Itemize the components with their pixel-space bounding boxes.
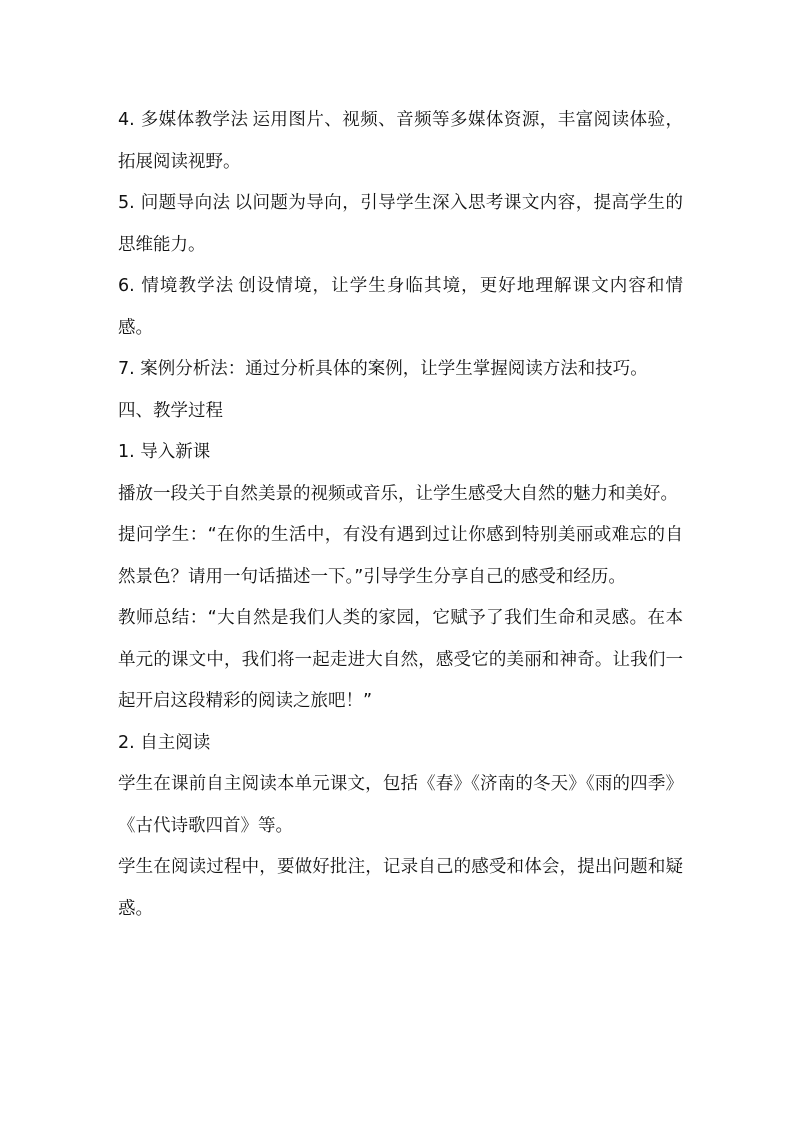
document-body <box>118 100 683 930</box>
paragraph-play-video: 播放一段关于自然美景的视频或音乐，让学生感受大自然的魅力和美好。 <box>118 483 678 504</box>
method-description: 创设情境，让学生身临其境，更好地理解课文内容和情感。 <box>118 276 684 338</box>
method-label: 6. 情境教学法 <box>118 276 235 296</box>
paragraph-method-6 <box>118 266 683 349</box>
method-label: 5. 问题导向法 <box>118 193 231 213</box>
method-label: 4. 多媒体教学法 <box>118 110 249 130</box>
subheading-independent-reading: 2. 自主阅读 <box>118 732 211 753</box>
paragraph-method-5 <box>118 183 683 266</box>
subheading-introduce-lesson: 1. 导入新课 <box>118 442 211 462</box>
paragraph-ask-students: 提问学生：“在你的生活中，有没有遇到过让你感到特别美丽或难忘的自然景色？请用一句话描述一下。”引导学生分享自己的感受和经历。 <box>118 525 683 587</box>
method-description: 运用图片、视频、音频等多媒体资源，丰富阅读体验，拓展阅读视野。 <box>118 110 683 172</box>
paragraph-method-7: 7. 案例分析法：通过分析具体的案例，让学生掌握阅读方法和技巧。 <box>118 359 648 379</box>
paragraph-teacher-summary: 教师总结：“大自然是我们人类的家园，它赋予了我们生命和灵感。在本单元的课文中，我们将一起走进大自然，感受它的美丽和神奇。让我们一起开启这段精彩的阅读之旅吧！” <box>118 608 683 711</box>
section-heading-teaching-process: 四、教学过程 <box>118 400 223 421</box>
paragraph-annotation: 学生在阅读过程中，要做好批注，记录自己的感受和体会，提出问题和疑惑。 <box>118 857 683 919</box>
method-description: 以问题为导向，引导学生深入思考课文内容，提高学生的思维能力。 <box>118 193 684 255</box>
paragraph-pre-class-reading: 学生在课前自主阅读本单元课文，包括《春》《济南的冬天》《雨的四季》《古代诗歌四首》等。 <box>118 774 683 836</box>
paragraph-method-4 <box>118 100 683 183</box>
